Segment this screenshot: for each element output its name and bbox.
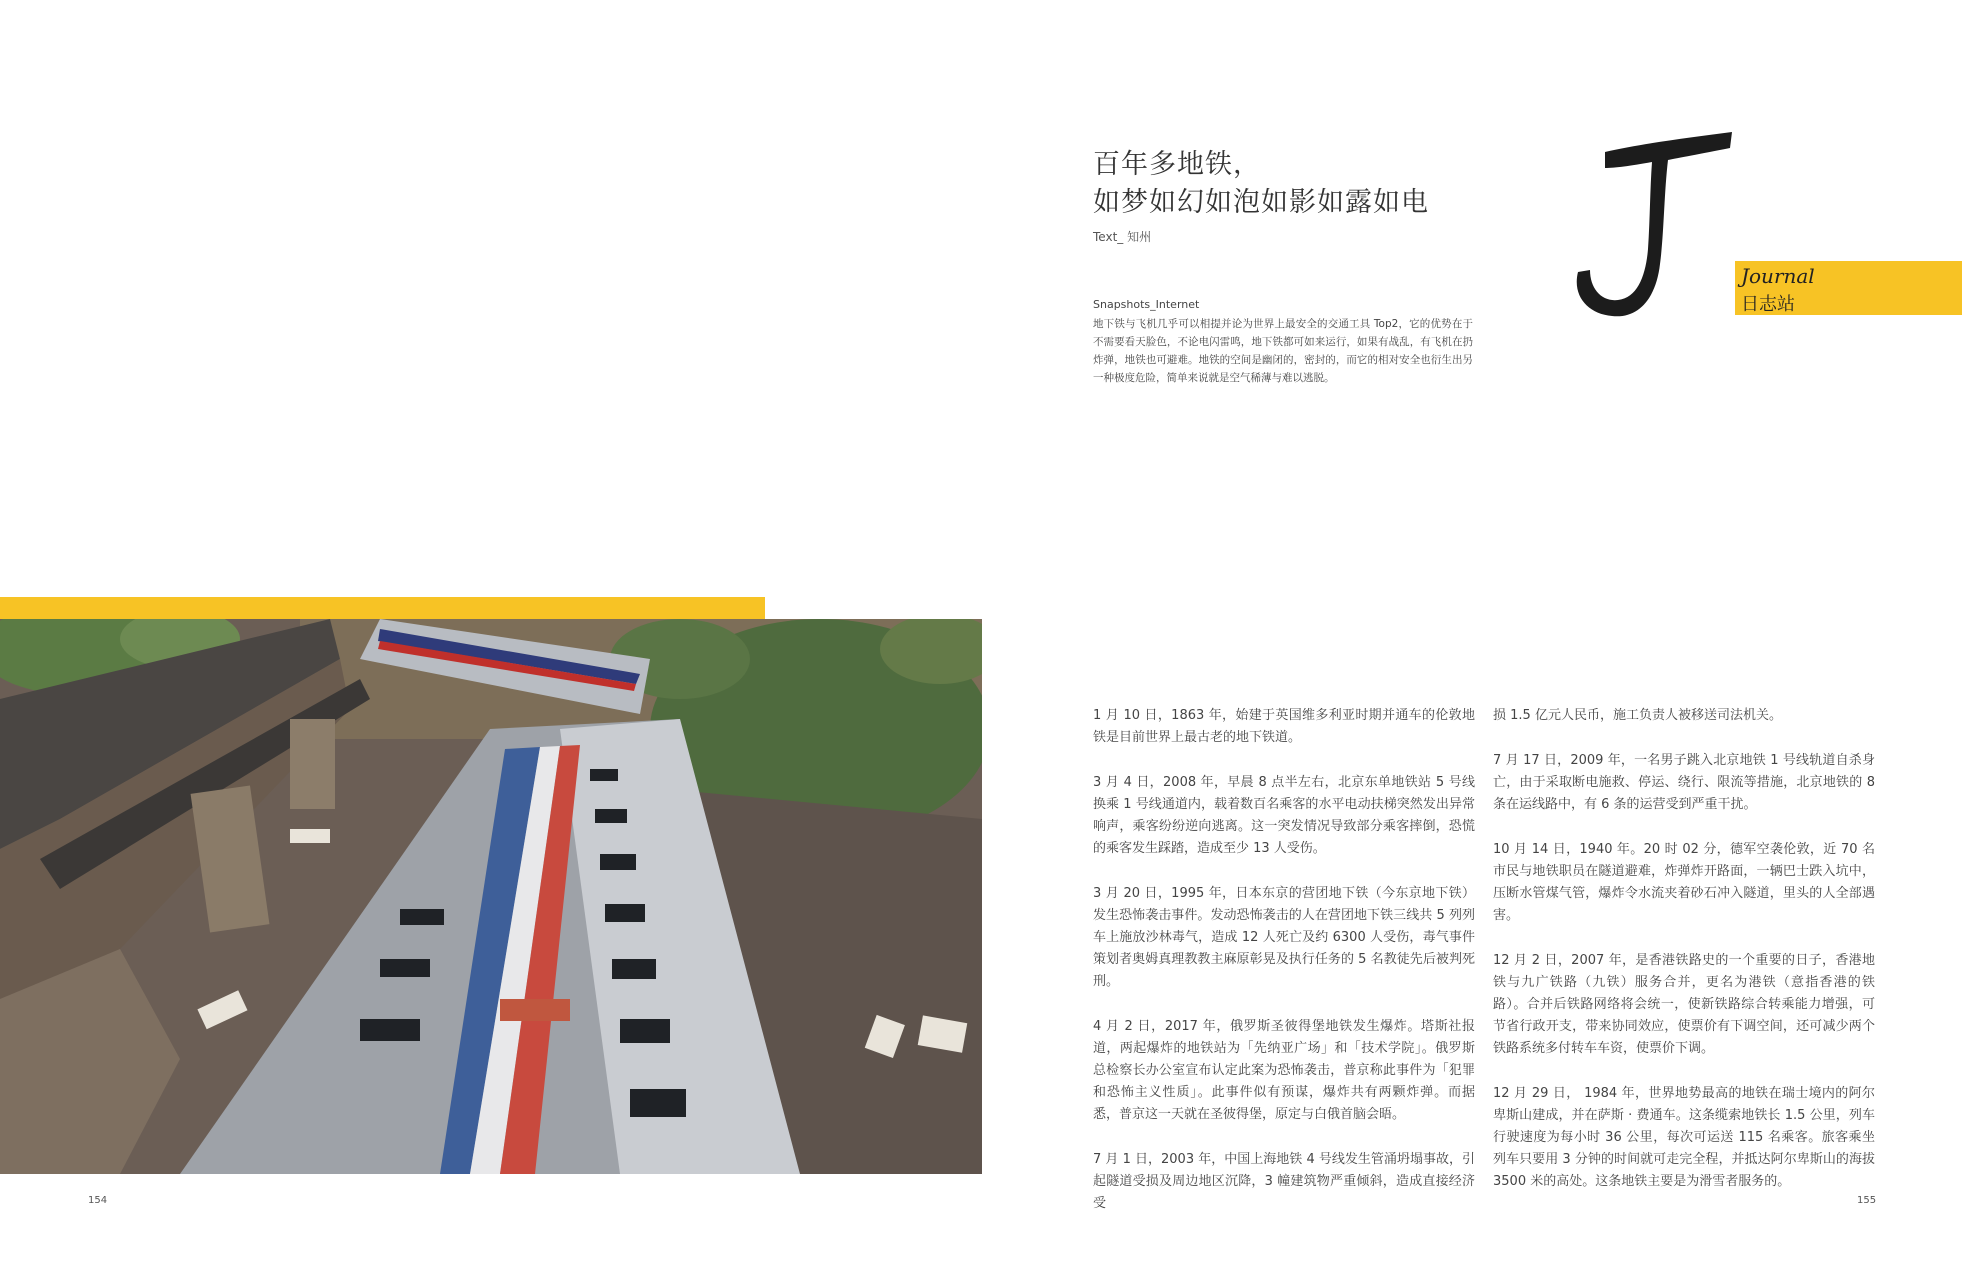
article-title-line-1: 百年多地铁，: [1093, 149, 1261, 180]
page-number: 155: [1857, 1195, 1877, 1206]
text-column-right: [1493, 705, 1875, 1216]
page-number: 154: [88, 1195, 108, 1206]
timeline-entry: 7 月 17 日，2009 年，一名男子跳入北京地铁 1 号线轨道自杀身亡，由于采取断电施救、停运、绕行、限流等措施，北京地铁的 8 条在运线路中，有 6 条的运营受到严重干扰。: [1493, 753, 1875, 812]
intro-paragraph: 地下铁与飞机几乎可以相提并论为世界上最安全的交通工具 Top2，它的优势在于不需要看天脸色，不论电闪雷鸣，地下铁都可如来运行，如果有战乱，有飞机在扔炸弹，地铁也可避难。地铁的空间是幽闭的，密封的，而它的相对安全也衍生出另一种极度危险，简单来说就是空气稀薄与难以逃脱。: [1093, 318, 1473, 384]
article-header: [1093, 146, 1493, 245]
timeline-entry: 3 月 20 日，1995 年，日本东京的营团地下铁（今东京地下铁）发生恐怖袭击事件。发动恐怖袭击的人在营团地下铁三线共 5 列列车上施放沙林毒气，造成 12 人死亡及约 6300 人受伤，毒气事件策划者奥姆真理教教主麻原彰晃及执行任务的 5 名教徒先后被判死刑。: [1093, 886, 1475, 989]
badge-label-en: Journal: [1741, 264, 1815, 288]
timeline-entry: 1 月 10 日，1863 年，始建于英国维多利亚时期并通车的伦敦地铁是目前世界上最古老的地下铁道。: [1093, 708, 1475, 745]
derailed-train-photo: [0, 619, 982, 1174]
timeline-entry: 4 月 2 日，2017 年，俄罗斯圣彼得堡地铁发生爆炸。塔斯社报道，两起爆炸的地铁站为「先纳亚广场」和「技术学院」。俄罗斯总检察长办公室宣布认定此案为恐怖袭击，普京称此事件为「犯罪和恐怖主义性质」。此事件似有预谋，爆炸共有两颗炸弹。而据悉，普京这一天就在圣彼得堡，原定与白俄首脑会晤。: [1093, 1019, 1475, 1122]
photo-credit: Snapshots_Internet: [1093, 298, 1200, 311]
accent-bar: [0, 597, 765, 619]
intro-block: [1093, 298, 1473, 387]
badge-label-zh: 日志站: [1741, 294, 1795, 315]
timeline-entry: 12 月 2 日，2007 年，是香港铁路史的一个重要的日子，香港地铁与九广铁路（九铁）服务合并，更名为港铁（意指香港的铁路）。合并后铁路网络将会统一，使新铁路综合转乘能力增强，可节省行政开支，带来协同效应，使票价有下调空间，还可减少两个铁路系统多付转车车资，使票价下调。: [1493, 953, 1875, 1056]
brush-letter-j-logo: [1560, 124, 1745, 324]
timeline-entry: 3 月 4 日，2008 年，早晨 8 点半左右，北京东单地铁站 5 号线换乘 1 号线通道内，载着数百名乘客的水平电动扶梯突然发出异常响声，乘客纷纷逆向逃离。这一突发情况导致部分乘客摔倒，恐慌的乘客发生踩踏，造成至少 13 人受伤。: [1093, 775, 1475, 856]
timeline-entry: 7 月 1 日，2003 年，中国上海地铁 4 号线发生管涌坍塌事故，引起隧道受损及周边地区沉降，3 幢建筑物严重倾斜，造成直接经济受: [1093, 1152, 1475, 1211]
article-title-line-2: 如梦如幻如泡如影如露如电: [1093, 187, 1429, 218]
byline: Text_ 知州: [1093, 230, 1152, 244]
text-column-left: [1093, 705, 1475, 1238]
timeline-entry: 10 月 14 日，1940 年。20 时 02 分，德军空袭伦敦，近 70 名市民与地铁职员在隧道避难，炸弹炸开路面，一辆巴士跌入坑中，压断水管煤气管，爆炸令水流夹着砂石冲入隧道，里头的人全部遇害。: [1493, 842, 1875, 923]
timeline-entry: 损 1.5 亿元人民币，施工负责人被移送司法机关。: [1493, 708, 1782, 723]
timeline-entry: 12 月 29 日， 1984 年，世界地势最高的地铁在瑞士境内的阿尔卑斯山建成，并在萨斯 · 费通车。这条缆索地铁长 1.5 公里，列车行驶速度为每小时 36 公里，每次可运送 115 名乘客。旅客乘坐列车只要用 3 分钟的时间就可走完全程，并抵达阿尔卑斯山的海拔 3500 米的高处。这条地铁主要是为滑雪者服务的。: [1493, 1086, 1875, 1189]
